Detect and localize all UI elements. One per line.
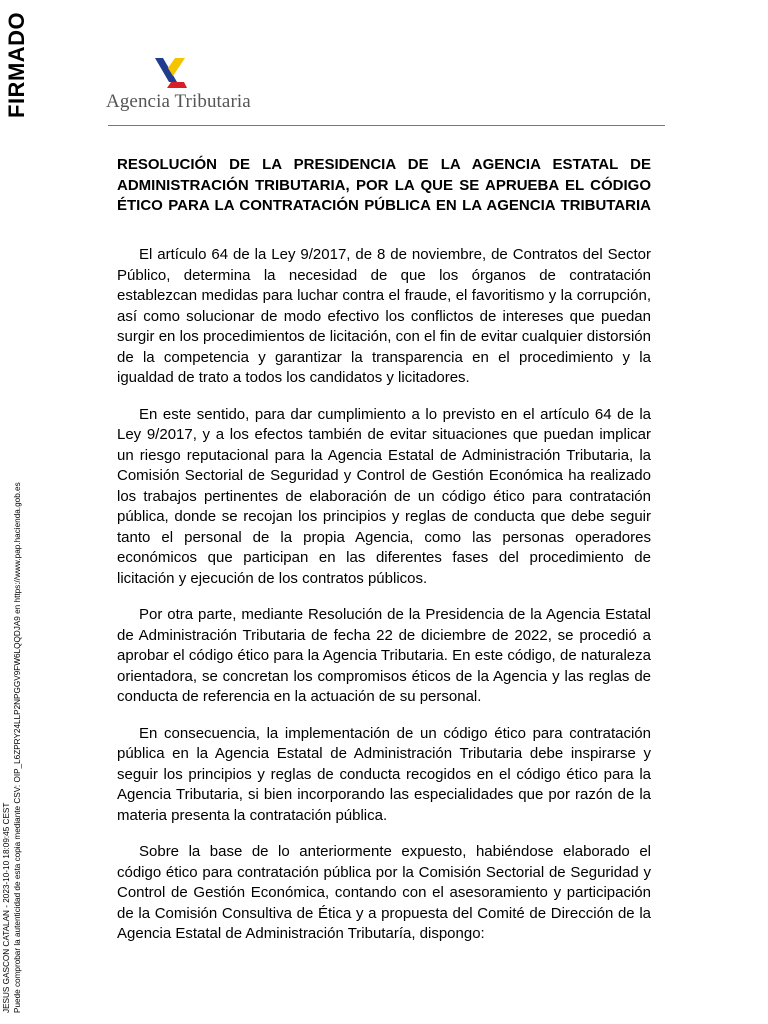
paragraph-3: Por otra parte, mediante Resolución de la Presidencia de la Agencia Estatal de Administración Tributaria de fecha 22 de diciembre de 2022, se procedió a aprobar el código ético para la Agencia Tributaria. En este código, de naturaleza orientadora, se concretan los compromisos éticos de la Agencia y las reglas de conducta de referencia en la actuación de su personal. [117, 606, 651, 705]
agency-logo-text: Agencia Tributaria [106, 91, 251, 112]
agency-logo-icon [151, 55, 191, 89]
agency-logo [106, 55, 256, 113]
paragraph-1: El artículo 64 de la Ley 9/2017, de 8 de noviembre, de Contratos del Sector Público, determina la necesidad de que los órganos de contratación establezcan medidas para luchar contra el fraude, el favoritismo y la corrupción, así como solucionar de modo efectivo los conflictos de intereses que puedan surgir en los procedimientos de licitación, con el fin de evitar cualquier distorsión de la competencia y garantizar la transparencia en el procedimiento y la igualdad de trato a todos los candidatos y licitadores. [117, 246, 651, 386]
signed-stamp: FIRMADO [4, 11, 29, 118]
csv-line: Puede comprobar la autenticidad de esta copia mediante CSV: OIP_L6ZPRY24LLP2NPGGV9FW6LQQDJA9 en https://www.pap.hacienda.gob.es [12, 482, 22, 1013]
paragraph-5: Sobre la base de lo anteriormente expuesto, habiéndose elaborado el código ético para contratación pública por la Comisión Sectorial de Seguridad y Control de Gestión Económica, contando con el asesoramiento y participación de la Comisión Consultiva de Ética y a propuesta del Comité de Dirección de la Agencia Estatal de Administración Tributaría, dispongo: [117, 843, 651, 942]
side-verification-text [2, 453, 23, 1013]
paragraph-2: En este sentido, para dar cumplimiento a lo previsto en el artículo 64 de la Ley 9/2017, y a los efectos también de evitar situaciones que puedan implicar un riesgo reputacional para la Agencia Estatal de Administración Tributaria, la Comisión Sectorial de Seguridad y Control de Gestión Económica ha realizado los trabajos pertinentes de elaboración de un código ético para contratación pública, donde se recojan los principios y reglas de conducta que debe seguir tanto el personal de la propia Agencia, como las personas operadores económicos que participan en las diferentes fases del procedimiento de licitación y ejecución de los contratos públicos. [117, 405, 651, 587]
document-title: RESOLUCIÓN DE LA PRESIDENCIA DE LA AGENCIA ESTATAL DE ADMINISTRACIÓN TRIBUTARIA, POR LA QUE SE APRUEBA EL CÓDIGO ÉTICO PARA LA CONTRATACIÓN PÚBLICA EN LA AGENCIA TRIBUTARIA [117, 156, 651, 214]
signer-line: JESUS GASCON CATALAN - 2023-10-10 18:09:45 CEST [2, 802, 11, 1013]
paragraph-4: En consecuencia, la implementación de un código ético para contratación pública en la Agencia Estatal de Administración Tributaria debe inspirarse y seguir los principios y reglas de conducta recogidos en el código ético para la Agencia Tributaria, si bien incorporando las especialidades que por razón de la materia presenta la contratación pública. [117, 724, 651, 824]
header-divider [108, 125, 665, 126]
document-body [117, 245, 651, 961]
